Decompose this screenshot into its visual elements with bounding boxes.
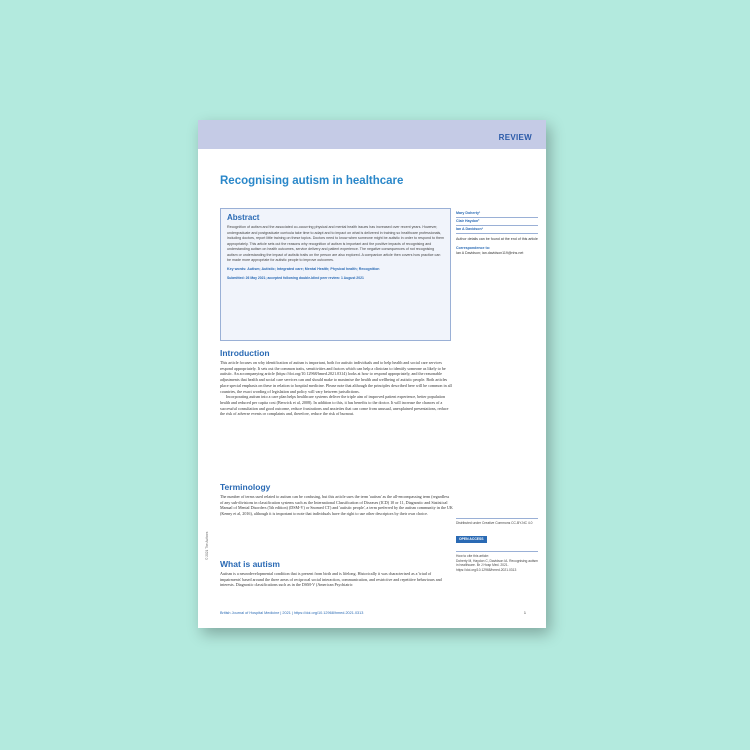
paragraph: Incorporating autism into a care plan helps healthcare systems deliver the triple aim of improved patient experience, better population health and reduced per capita cost (Berwick et al, 2008). In addition to this, it has benefits to the doctor. It will increase the chances of a successful consultation and good outcome, reduce frustrations and anxieties that can come from unusual, unexplained presentations, reduce the risk of adverse events or complaints and, therefore, reduce the risk of burnout. (220, 394, 449, 417)
review-label: REVIEW (498, 133, 532, 142)
page-number: 1 (523, 611, 526, 615)
copyright-note: © 2021 The Authors (205, 531, 209, 560)
abstract-box (220, 208, 451, 341)
correspondence-detail: Ian A Davidson; ian.davidson119@nhs.net (456, 251, 524, 255)
paragraph: The number of terms used related to autism can be confusing, but this article uses the term 'autism' as the all-encompassing term (regardless of any sub-divisions in classification systems such as the International Classification of Diseases (ICD) 10 or 11, Diagnostic and Statistical Manual of Mental Disorders (5th edition) (DSM-V) or Snomed CT) and 'autistic people', a term preferred by the autism community in the UK (Kenny et al, 2016), although it is important to note that individuals have the right to use other descriptors by their own choice. (220, 494, 453, 517)
cite-text: Doherty M, Haydon C, Davidson IA. Recognising autism in healthcare. Br J Hosp Med. 2021. https://doi.org/10.12968/hmed.2021.0313 (456, 558, 538, 572)
footer-journal: British Journal of Hospital Medicine | 2021 | https://doi.org/10.12968/hmed.2021.0313 (220, 611, 364, 615)
paragraph: Autism is a neurodevelopmental condition that is present from birth and is lifelong. Historically it was characterised as a 'triad of impairments' based around the three areas of reciprocal social interaction, communication, and restrictive and repetitive behaviours and interests. Diagnostic classifications such as in the DSM-V (American Psychiatric (220, 571, 442, 588)
article-title: Recognising autism in healthcare (220, 175, 404, 187)
abstract-heading: Abstract (227, 213, 260, 222)
author-sidebar (456, 210, 538, 256)
cite-box (456, 551, 538, 572)
license-note: Distributed under Creative Commons CC-BY-NC 4.0 (456, 518, 538, 526)
introduction-body (220, 360, 453, 482)
author-note: Author details can be found at the end of this article (456, 237, 538, 241)
journal-page (198, 120, 546, 628)
open-access-wrap (456, 536, 538, 543)
author-name: Mary Doherty¹ (456, 210, 538, 218)
open-access-badge: OPEN ACCESS (456, 536, 487, 543)
section-heading-what-is-autism: What is autism (220, 559, 280, 569)
cite-label: How to cite this article: (456, 554, 489, 558)
what-is-autism-body (220, 571, 453, 605)
abstract-text: Recognition of autism and the associated co-occurring physical and mental health issues has increased over recent years. However, undergraduate and postgraduate curricula take time to adapt and to impact on what is delivered in training so healthcare professionals, including doctors, report little training on these topics. Doctors need to know when someone might be autistic in order to respond to them appropriately. This article sets out the reasons why recognition of autism is important and the positive impacts of recognising and understanding autism on health outcomes, service delivery and patient experience. The negative consequences of not recognising autism or understanding the impact of autistic traits on the person are also explored. A companion article then covers how practice can be made more appropriate for autistic people to improve outcomes. (227, 225, 444, 262)
header-band (198, 120, 546, 149)
terminology-body (220, 494, 453, 550)
paragraph: This article focuses on why identification of autism is important, both for autistic individuals and to help health and social care services respond appropriately. It sets out the common traits, sensitivities and factors which can help a clinician to identify someone as likely to be autistic. An accompanying article (https://doi.org/10.12968/hmed.2021.0314) looks at how to respond appropriately, and the reasonable adjustments that health and social care services can and should make to maximise the health and wellbeing of autistic people. Both articles place special emphasis on these in relation to hospital medicine. Please note that although the principles described here will be common in all countries, the exact wording of legislation and policy will vary between jurisdictions. (220, 360, 452, 394)
correspondence-label: Correspondence to: (456, 246, 491, 250)
abstract-keywords: Key words: Autism; Autistic; Integrated care; Mental Health; Physical health; Recognition (227, 266, 380, 271)
page-footer (220, 611, 526, 615)
abstract-submitted: Submitted: 26 May 2021; accepted following double-blind peer review: 1 August 2021 (227, 276, 364, 280)
author-name: Clair Haydon² (456, 218, 538, 226)
author-name: Ian A Davidson³ (456, 226, 538, 234)
section-heading-introduction: Introduction (220, 348, 270, 358)
section-heading-terminology: Terminology (220, 482, 271, 492)
